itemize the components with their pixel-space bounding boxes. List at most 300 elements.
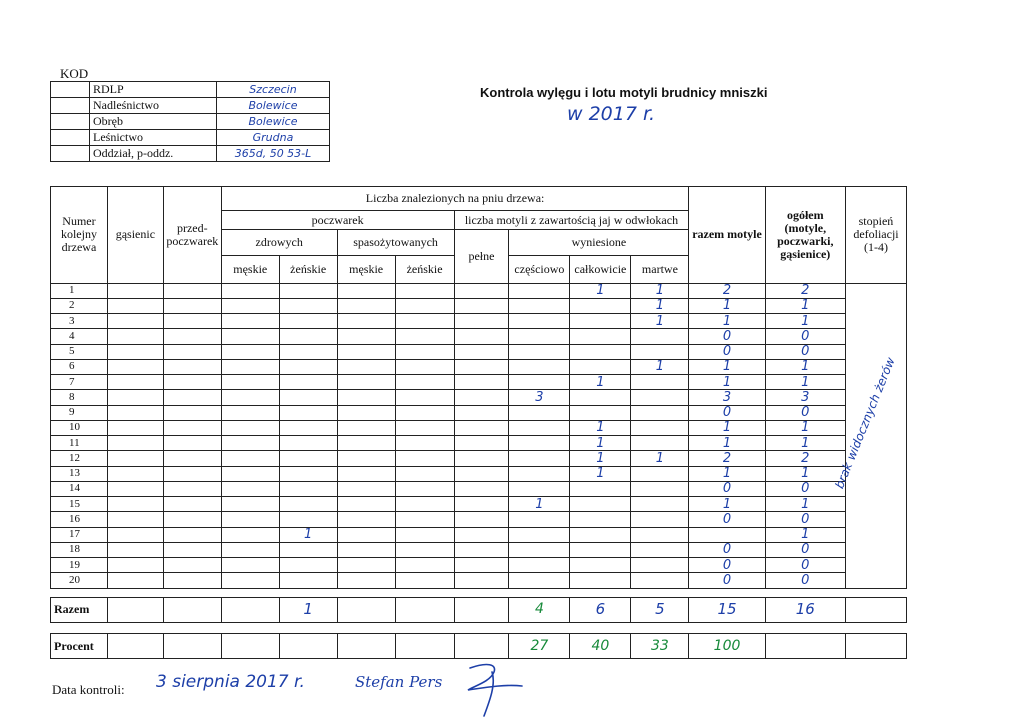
cell-przedpoczwarek: [163, 375, 221, 390]
tree-number: 3: [51, 314, 108, 329]
cell-spaso-meskie: [337, 329, 395, 344]
cell-gasienic: [107, 390, 163, 405]
cell-gasienic: [107, 451, 163, 466]
kod-label: KOD: [60, 66, 89, 81]
cell-zdrowych-zenskie: [279, 359, 337, 374]
spacer-cell: [51, 588, 907, 597]
cell-razem: 1: [689, 314, 765, 329]
cell-calkowicie: 1: [570, 451, 631, 466]
header-info-value: Bolewice: [217, 98, 330, 114]
cell-calkowicie: 1: [570, 466, 631, 481]
cell-martwe: [631, 512, 689, 527]
cell-ogolem: 0: [765, 512, 845, 527]
cell-przedpoczwarek: [163, 405, 221, 420]
cell-razem: 0: [689, 481, 765, 496]
cell-przedpoczwarek: [163, 314, 221, 329]
cell-razem: 0: [689, 542, 765, 557]
razem-razem: 15: [689, 597, 765, 622]
cell-zdrowych-zenskie: 1: [279, 527, 337, 542]
cell-przedpoczwarek: [163, 283, 221, 298]
procent-ogolem: [765, 634, 845, 659]
cell-zdrowych-zenskie: [279, 466, 337, 481]
col-header-wyniesione: wyniesione: [509, 229, 689, 255]
cell-spaso-meskie: [337, 542, 395, 557]
col-header-zdrowych-meskie: męskie: [221, 256, 279, 283]
tree-number: 10: [51, 420, 108, 435]
table-row: [51, 527, 907, 542]
cell-razem: 1: [689, 375, 765, 390]
cell-pelne: [454, 359, 509, 374]
col-header-zdrowych: zdrowych: [221, 229, 337, 255]
cell-spaso-zenskie: [395, 436, 454, 451]
cell-zdrowych-zenskie: [279, 558, 337, 573]
procent-przedpoczwarek: [163, 634, 221, 659]
spacer-row: [51, 623, 907, 634]
header-info-row: [51, 146, 330, 162]
header-info-value: Grudna: [217, 130, 330, 146]
table-row: [51, 298, 907, 313]
cell-spaso-zenskie: [395, 527, 454, 542]
tree-number: 13: [51, 466, 108, 481]
cell-razem: 0: [689, 573, 765, 588]
header-info-row: [51, 98, 330, 114]
cell-czesciowo: [509, 359, 570, 374]
cell-spaso-meskie: [337, 344, 395, 359]
table-row: [51, 542, 907, 557]
cell-gasienic: [107, 558, 163, 573]
cell-czesciowo: 3: [509, 390, 570, 405]
cell-zdrowych-meskie: [221, 481, 279, 496]
cell-spaso-zenskie: [395, 420, 454, 435]
cell-razem: 1: [689, 298, 765, 313]
cell-calkowicie: [570, 298, 631, 313]
cell-czesciowo: [509, 481, 570, 496]
cell-przedpoczwarek: [163, 420, 221, 435]
side-note-handwritten: [832, 320, 898, 534]
cell-ogolem: 0: [765, 329, 845, 344]
cell-ogolem: 0: [765, 558, 845, 573]
table-row: [51, 466, 907, 481]
cell-zdrowych-zenskie: [279, 420, 337, 435]
cell-zdrowych-zenskie: [279, 298, 337, 313]
cell-pelne: [454, 436, 509, 451]
tree-number: 15: [51, 497, 108, 512]
cell-spaso-meskie: [337, 405, 395, 420]
cell-przedpoczwarek: [163, 542, 221, 557]
cell-razem: 2: [689, 283, 765, 298]
cell-ogolem: 1: [765, 375, 845, 390]
cell-czesciowo: [509, 298, 570, 313]
cell-spaso-zenskie: [395, 298, 454, 313]
cell-spaso-meskie: [337, 558, 395, 573]
cell-zdrowych-meskie: [221, 542, 279, 557]
cell-calkowicie: [570, 573, 631, 588]
cell-czesciowo: [509, 329, 570, 344]
tree-number: 2: [51, 298, 108, 313]
cell-zdrowych-zenskie: [279, 375, 337, 390]
cell-calkowicie: 1: [570, 375, 631, 390]
cell-zdrowych-zenskie: [279, 497, 337, 512]
col-header-pelne: pełne: [454, 229, 509, 283]
cell-zdrowych-meskie: [221, 527, 279, 542]
form-title: Kontrola wylęgu i lotu motyli brudnicy mniszki: [480, 85, 768, 100]
cell-czesciowo: [509, 405, 570, 420]
cell-razem: 1: [689, 436, 765, 451]
cell-martwe: [631, 497, 689, 512]
cell-spaso-zenskie: [395, 344, 454, 359]
cell-gasienic: [107, 512, 163, 527]
table-row: [51, 451, 907, 466]
cell-martwe: [631, 573, 689, 588]
col-header-martwe: martwe: [631, 256, 689, 283]
table-row: [51, 375, 907, 390]
cell-gasienic: [107, 436, 163, 451]
cell-zdrowych-zenskie: [279, 344, 337, 359]
cell-ogolem: 0: [765, 405, 845, 420]
cell-czesciowo: [509, 512, 570, 527]
cell-spaso-zenskie: [395, 542, 454, 557]
cell-zdrowych-zenskie: [279, 542, 337, 557]
tree-number: 11: [51, 436, 108, 451]
razem-ogolem: 16: [765, 597, 845, 622]
header-info-label: Oddział, p-oddz.: [90, 146, 217, 162]
table-row: [51, 512, 907, 527]
cell-gasienic: [107, 314, 163, 329]
cell-zdrowych-zenskie: [279, 512, 337, 527]
cell-pelne: [454, 420, 509, 435]
tree-number: 5: [51, 344, 108, 359]
header-info-row: [51, 114, 330, 130]
cell-razem: [689, 527, 765, 542]
procent-calkowicie: 40: [570, 634, 631, 659]
cell-przedpoczwarek: [163, 573, 221, 588]
cell-calkowicie: [570, 314, 631, 329]
procent-row: [51, 634, 907, 659]
cell-ogolem: 2: [765, 283, 845, 298]
header-info-label: RDLP: [90, 82, 217, 98]
tree-number: 1: [51, 283, 108, 298]
cell-zdrowych-zenskie: [279, 314, 337, 329]
cell-zdrowych-meskie: [221, 359, 279, 374]
tree-number: 17: [51, 527, 108, 542]
col-header-spaso-meskie: męskie: [337, 256, 395, 283]
cell-czesciowo: [509, 558, 570, 573]
cell-martwe: [631, 436, 689, 451]
cell-spaso-zenskie: [395, 359, 454, 374]
cell-spaso-meskie: [337, 436, 395, 451]
cell-zdrowych-meskie: [221, 344, 279, 359]
cell-zdrowych-zenskie: [279, 481, 337, 496]
cell-zdrowych-meskie: [221, 573, 279, 588]
cell-martwe: [631, 466, 689, 481]
cell-calkowicie: 1: [570, 420, 631, 435]
cell-pelne: [454, 481, 509, 496]
cell-przedpoczwarek: [163, 558, 221, 573]
table-row: [51, 344, 907, 359]
table-row: [51, 436, 907, 451]
cell-spaso-zenskie: [395, 375, 454, 390]
cell-czesciowo: [509, 375, 570, 390]
header-info-value: Bolewice: [217, 114, 330, 130]
cell-spaso-meskie: [337, 420, 395, 435]
razem-label: Razem: [51, 597, 108, 622]
col-header-poczwarek: poczwarek: [221, 211, 454, 229]
razem-spaso-meskie: [337, 597, 395, 622]
header-info-value: Szczecin: [217, 82, 330, 98]
col-header-zdrowych-zenskie: żeńskie: [279, 256, 337, 283]
header-info-value: 365d, 50 53-L: [217, 146, 330, 162]
tree-number: 6: [51, 359, 108, 374]
cell-gasienic: [107, 573, 163, 588]
cell-ogolem: 1: [765, 359, 845, 374]
cell-czesciowo: [509, 542, 570, 557]
cell-czesciowo: [509, 527, 570, 542]
cell-martwe: 1: [631, 451, 689, 466]
procent-zdrowych-meskie: [221, 634, 279, 659]
cell-zdrowych-meskie: [221, 283, 279, 298]
cell-razem: 1: [689, 497, 765, 512]
col-header-czesciowo: częściowo: [509, 256, 570, 283]
cell-martwe: [631, 375, 689, 390]
table-row: [51, 497, 907, 512]
tree-number: 18: [51, 542, 108, 557]
cell-spaso-meskie: [337, 497, 395, 512]
procent-spaso-meskie: [337, 634, 395, 659]
cell-spaso-zenskie: [395, 314, 454, 329]
cell-zdrowych-zenskie: [279, 573, 337, 588]
cell-przedpoczwarek: [163, 481, 221, 496]
cell-zdrowych-meskie: [221, 420, 279, 435]
cell-ogolem: 0: [765, 542, 845, 557]
cell-pelne: [454, 466, 509, 481]
cell-czesciowo: [509, 573, 570, 588]
cell-razem: 0: [689, 558, 765, 573]
cell-spaso-zenskie: [395, 481, 454, 496]
cell-spaso-meskie: [337, 573, 395, 588]
cell-calkowicie: [570, 405, 631, 420]
tree-number: 19: [51, 558, 108, 573]
cell-spaso-zenskie: [395, 573, 454, 588]
header-info-blank: [51, 114, 90, 130]
table-row: [51, 314, 907, 329]
col-header-calkowicie: całkowicie: [570, 256, 631, 283]
cell-calkowicie: [570, 512, 631, 527]
table-row: [51, 558, 907, 573]
table-row: [51, 481, 907, 496]
cell-pelne: [454, 497, 509, 512]
cell-calkowicie: [570, 359, 631, 374]
tree-number: 8: [51, 390, 108, 405]
col-header-przedpoczwarek: przed-poczwarek: [163, 187, 221, 284]
procent-stopien: [845, 634, 906, 659]
cell-gasienic: [107, 329, 163, 344]
cell-ogolem: 0: [765, 344, 845, 359]
procent-label: Procent: [51, 634, 108, 659]
cell-pelne: [454, 451, 509, 466]
cell-zdrowych-meskie: [221, 451, 279, 466]
cell-gasienic: [107, 497, 163, 512]
razem-zdrowych-zenskie: 1: [279, 597, 337, 622]
table-row: [51, 405, 907, 420]
cell-spaso-zenskie: [395, 558, 454, 573]
cell-przedpoczwarek: [163, 466, 221, 481]
procent-zdrowych-zenskie: [279, 634, 337, 659]
cell-zdrowych-zenskie: [279, 390, 337, 405]
cell-martwe: [631, 527, 689, 542]
cell-ogolem: 1: [765, 420, 845, 435]
date-value: 3 sierpnia 2017 r.: [156, 672, 305, 692]
procent-razem: 100: [689, 634, 765, 659]
cell-calkowicie: 1: [570, 436, 631, 451]
cell-przedpoczwarek: [163, 451, 221, 466]
tree-number: 12: [51, 451, 108, 466]
cell-zdrowych-zenskie: [279, 405, 337, 420]
cell-czesciowo: [509, 420, 570, 435]
cell-spaso-meskie: [337, 512, 395, 527]
cell-ogolem: 1: [765, 298, 845, 313]
header-info-table: [50, 81, 330, 162]
cell-zdrowych-meskie: [221, 512, 279, 527]
cell-razem: 2: [689, 451, 765, 466]
cell-ogolem: 1: [765, 497, 845, 512]
cell-razem: 3: [689, 390, 765, 405]
header-info-blank: [51, 98, 90, 114]
col-header-numer: Numer kolejny drzewa: [51, 187, 108, 284]
razem-gasienic: [107, 597, 163, 622]
col-header-spasozytowanych: spasożytowanych: [337, 229, 454, 255]
procent-spaso-zenskie: [395, 634, 454, 659]
razem-stopien: [845, 597, 906, 622]
cell-spaso-meskie: [337, 481, 395, 496]
cell-calkowicie: [570, 390, 631, 405]
table-row: [51, 390, 907, 405]
year-handwritten: w 2017 r.: [567, 103, 656, 125]
cell-zdrowych-meskie: [221, 466, 279, 481]
cell-zdrowych-meskie: [221, 298, 279, 313]
cell-spaso-zenskie: [395, 405, 454, 420]
cell-spaso-meskie: [337, 527, 395, 542]
cell-martwe: [631, 329, 689, 344]
spacer-row: [51, 588, 907, 597]
cell-gasienic: [107, 359, 163, 374]
cell-przedpoczwarek: [163, 497, 221, 512]
cell-gasienic: [107, 466, 163, 481]
cell-martwe: [631, 558, 689, 573]
cell-przedpoczwarek: [163, 512, 221, 527]
cell-pelne: [454, 512, 509, 527]
cell-czesciowo: [509, 283, 570, 298]
cell-razem: 0: [689, 344, 765, 359]
col-header-liczba: Liczba znalezionych na pniu drzewa:: [221, 187, 689, 211]
cell-martwe: 1: [631, 314, 689, 329]
cell-gasienic: [107, 481, 163, 496]
header-info-label: Obręb: [90, 114, 217, 130]
cell-pelne: [454, 298, 509, 313]
cell-calkowicie: [570, 344, 631, 359]
cell-pelne: [454, 329, 509, 344]
razem-pelne: [454, 597, 509, 622]
cell-pelne: [454, 375, 509, 390]
cell-gasienic: [107, 283, 163, 298]
cell-pelne: [454, 527, 509, 542]
cell-zdrowych-meskie: [221, 558, 279, 573]
table-row: [51, 573, 907, 588]
cell-spaso-zenskie: [395, 451, 454, 466]
razem-czesciowo: 4: [509, 597, 570, 622]
cell-zdrowych-meskie: [221, 390, 279, 405]
cell-martwe: [631, 390, 689, 405]
tree-number: 9: [51, 405, 108, 420]
cell-ogolem: 1: [765, 314, 845, 329]
cell-razem: 1: [689, 420, 765, 435]
cell-martwe: [631, 344, 689, 359]
tree-number: 16: [51, 512, 108, 527]
cell-calkowicie: [570, 481, 631, 496]
cell-ogolem: 0: [765, 573, 845, 588]
cell-pelne: [454, 344, 509, 359]
cell-martwe: 1: [631, 298, 689, 313]
cell-calkowicie: [570, 558, 631, 573]
col-header-stopien: stopień defoliacji (1-4): [845, 187, 906, 284]
cell-gasienic: [107, 375, 163, 390]
cell-spaso-zenskie: [395, 390, 454, 405]
cell-ogolem: 1: [765, 436, 845, 451]
spacer-cell: [51, 623, 907, 634]
table-row: [51, 420, 907, 435]
cell-spaso-meskie: [337, 466, 395, 481]
cell-spaso-zenskie: [395, 512, 454, 527]
cell-spaso-zenskie: [395, 497, 454, 512]
cell-razem: 0: [689, 512, 765, 527]
cell-ogolem: 0: [765, 481, 845, 496]
cell-razem: 1: [689, 359, 765, 374]
cell-martwe: [631, 420, 689, 435]
cell-calkowicie: [570, 329, 631, 344]
cell-gasienic: [107, 298, 163, 313]
cell-ogolem: 1: [765, 466, 845, 481]
cell-martwe: 1: [631, 359, 689, 374]
cell-razem: 0: [689, 405, 765, 420]
cell-zdrowych-zenskie: [279, 329, 337, 344]
signature: Stefan Pers: [355, 673, 443, 691]
header-info-label: Nadleśnictwo: [90, 98, 217, 114]
cell-spaso-zenskie: [395, 466, 454, 481]
cell-pelne: [454, 573, 509, 588]
observation-table: [50, 186, 907, 659]
cell-czesciowo: [509, 314, 570, 329]
cell-spaso-meskie: [337, 314, 395, 329]
cell-calkowicie: [570, 527, 631, 542]
cell-czesciowo: [509, 436, 570, 451]
cell-gasienic: [107, 527, 163, 542]
cell-pelne: [454, 314, 509, 329]
cell-spaso-meskie: [337, 359, 395, 374]
cell-spaso-meskie: [337, 390, 395, 405]
cell-czesciowo: [509, 466, 570, 481]
tree-number: 14: [51, 481, 108, 496]
cell-przedpoczwarek: [163, 527, 221, 542]
header-info-row: [51, 130, 330, 146]
procent-czesciowo: 27: [509, 634, 570, 659]
cell-zdrowych-meskie: [221, 314, 279, 329]
col-header-ogolem: ogółem (motyle, poczwarki, gąsienice): [765, 187, 845, 284]
tree-number: 7: [51, 375, 108, 390]
cell-zdrowych-meskie: [221, 405, 279, 420]
cell-pelne: [454, 283, 509, 298]
cell-spaso-meskie: [337, 283, 395, 298]
cell-przedpoczwarek: [163, 436, 221, 451]
cell-pelne: [454, 558, 509, 573]
